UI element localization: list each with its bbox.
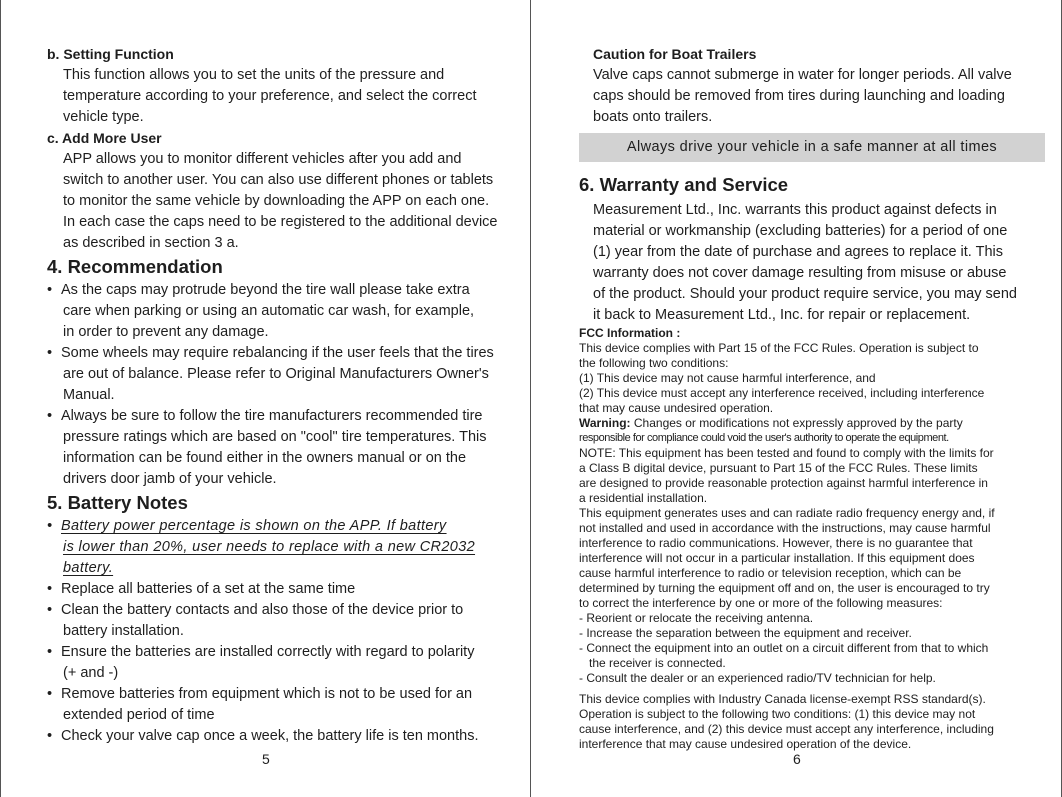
bullet-marker: • (47, 518, 53, 534)
section-heading (531, 170, 1061, 200)
text-line (531, 566, 1061, 581)
paragraph (531, 200, 1061, 326)
text-line (1, 343, 530, 364)
text-line (531, 722, 1061, 737)
text: Operation is subject to the following two conditions: (1) this device may not (579, 707, 976, 721)
text: Remove batteries from equipment which is not to be used for an (61, 686, 473, 702)
text: - Increase the separation between the equipment and receiver. (579, 626, 912, 640)
bullet-marker: • (47, 282, 53, 298)
text: NOTE: This equipment has been tested and found to comply with the limits for (579, 446, 994, 460)
text: (2) This device must accept any interference received, including interference (579, 386, 985, 400)
text-line: caps should be removed from tires during launching and loading (593, 88, 1005, 104)
text-line (531, 371, 1061, 386)
bullet-item (1, 343, 530, 406)
text-line (1, 663, 530, 684)
text-line: Valve caps cannot submerge in water for longer periods. All valve (593, 67, 1012, 83)
text: extended period of time (63, 707, 215, 723)
text-line (1, 385, 530, 406)
text: - Reorient or relocate the receiving antenna. (579, 611, 814, 625)
subheading-text: c. Add More User (47, 130, 162, 146)
text: that may cause undesired operation. (579, 401, 774, 415)
text: battery. (63, 560, 114, 576)
text-line: (1) year from the date of purchase and agrees to replace it. This (593, 244, 1003, 260)
bullet-marker: • (47, 581, 53, 597)
text: the receiver is connected. (579, 656, 726, 670)
text-line (531, 626, 1061, 641)
text-line: In each case the caps need to be registered to the additional device (63, 214, 498, 230)
text-line (1, 579, 530, 600)
text-line (531, 521, 1061, 536)
paragraph (531, 65, 1061, 128)
text-line (1, 684, 530, 705)
text-line: to monitor the same vehicle by downloading the APP on each one. (63, 193, 490, 209)
text: Always be sure to follow the tire manufacturers recommended tire (61, 408, 483, 424)
paragraph (531, 431, 1061, 446)
page-number: 5 (262, 751, 270, 767)
bold-lead: Warning: (579, 416, 631, 430)
bullet-item (1, 642, 530, 684)
text-line (1, 301, 530, 322)
text-line (531, 581, 1061, 596)
paragraph (1, 149, 530, 254)
text-line (1, 448, 530, 469)
text: not installed and used in accordance with the instructions, may cause harmful (579, 521, 991, 535)
text-line (531, 611, 1061, 626)
text-line (1, 322, 530, 343)
text-line: temperature according to your preference, and select the correct (63, 88, 477, 104)
bullet-item (1, 600, 530, 642)
text-line (531, 596, 1061, 611)
text-line (1, 558, 530, 579)
bullet-marker: • (47, 728, 53, 744)
text-line (531, 401, 1061, 416)
text: Ensure the batteries are installed correctly with regard to polarity (61, 644, 475, 660)
text-line: responsible for compliance could void the user's authority to operate the equipment. (579, 432, 949, 444)
paragraph (531, 692, 1061, 752)
text: Changes or modifications not expressly approved by the party (630, 416, 963, 430)
text: are designed to provide reasonable protection against harmful interference in (579, 476, 988, 490)
text-line (531, 641, 1061, 656)
text: the following two conditions: (579, 356, 729, 370)
text: Replace all batteries of a set at the same time (61, 581, 356, 597)
text: to correct the interference by one or more of the following measures: (579, 596, 943, 610)
text-line: boats onto trailers. (593, 109, 713, 125)
bullet-item (1, 280, 530, 343)
text-line (531, 536, 1061, 551)
text-line: of the product. Should your product require service, you may send (593, 286, 1017, 302)
text-line: as described in section 3 a. (63, 235, 239, 251)
text: cause interference, and (2) this device must accept any interference, including (579, 722, 994, 736)
section-heading (1, 254, 530, 280)
paragraph (531, 416, 1061, 431)
bullet-item (1, 406, 530, 490)
text: This device complies with Industry Canada license-exempt RSS standard(s). (579, 692, 986, 706)
bullet-marker: • (47, 644, 53, 660)
text-line (1, 406, 530, 427)
heading-text: 5. Battery Notes (47, 492, 188, 513)
subheading-text: Caution for Boat Trailers (593, 46, 757, 62)
text: pressure ratings which are based on "cool" tire temperatures. This (63, 429, 487, 445)
text: This device complies with Part 15 of the FCC Rules. Operation is subject to (579, 341, 979, 355)
text-line (531, 461, 1061, 476)
text-line (531, 671, 1061, 686)
text: determined by turning the equipment off and on, the user is encouraged to try (579, 581, 990, 595)
text-line (531, 551, 1061, 566)
text-line: Measurement Ltd., Inc. warrants this product against defects in (593, 202, 997, 218)
text: Some wheels may require rebalancing if the user feels that the tires (61, 345, 494, 361)
text: drivers door jamb of your vehicle. (63, 471, 277, 487)
page-right (531, 0, 1062, 797)
text: (+ and -) (63, 665, 119, 681)
text: interference to radio communications. However, there is no guarantee that (579, 536, 973, 550)
text: interference will not occur in a particular installation. If this equipment does (579, 551, 975, 565)
text: - Connect the equipment into an outlet on a circuit different from that to which (579, 641, 989, 655)
text-line (531, 692, 1061, 707)
page-content (1, 44, 530, 747)
bullet-item (1, 516, 530, 579)
text-line (1, 537, 530, 558)
text-line (531, 326, 1061, 341)
text-line (531, 476, 1061, 491)
text: - Consult the dealer or an experienced radio/TV technician for help. (579, 671, 936, 685)
page-number: 6 (793, 751, 801, 767)
text-line (531, 707, 1061, 722)
text-line: switch to another user. You can also use different phones or tablets (63, 172, 494, 188)
paragraph (531, 341, 1061, 416)
bullet-item (1, 684, 530, 726)
bold-lead: FCC Information : (579, 326, 681, 340)
text-line: vehicle type. (63, 109, 144, 125)
text-line (531, 656, 1061, 671)
text: battery installation. (63, 623, 184, 639)
text-line (531, 356, 1061, 371)
text-line: This function allows you to set the units of the pressure and (63, 67, 445, 83)
text: care when parking or using an automatic car wash, for example, (63, 303, 475, 319)
text: are out of balance. Please refer to Original Manufacturers Owner's (63, 366, 489, 382)
heading-text: 4. Recommendation (47, 256, 223, 277)
text-line: it back to Measurement Ltd., Inc. for repair or replacement. (593, 307, 971, 323)
paragraph (531, 446, 1061, 686)
bullet-item (1, 726, 530, 747)
text-line (1, 705, 530, 726)
text-line (531, 506, 1061, 521)
text: Manual. (63, 387, 115, 403)
text: (1) This device may not cause harmful interference, and (579, 371, 876, 385)
text-line (1, 427, 530, 448)
section-heading (1, 490, 530, 516)
text-line (1, 726, 530, 747)
bullet-marker: • (47, 345, 53, 361)
text: cause harmful interference to radio or television reception, which can be (579, 566, 962, 580)
bullet-item (1, 579, 530, 600)
text-line (1, 364, 530, 385)
text-line (531, 416, 1061, 431)
text-line (531, 491, 1061, 506)
subheading (531, 44, 1061, 65)
text-line (531, 386, 1061, 401)
bullet-marker: • (47, 686, 53, 702)
text-line: material or workmanship (excluding batteries) for a period of one (593, 223, 1008, 239)
heading-text: 6. Warranty and Service (579, 174, 789, 195)
text: Check your valve cap once a week, the battery life is ten months. (61, 728, 479, 744)
text-line (1, 280, 530, 301)
text-line (1, 621, 530, 642)
bullet-marker: • (47, 408, 53, 424)
paragraph (1, 65, 530, 128)
text-line: warranty does not cover damage resulting from misuse or abuse (593, 265, 1007, 281)
text-line (1, 642, 530, 663)
text-line (531, 737, 1061, 752)
text: Clean the battery contacts and also those of the device prior to (61, 602, 464, 618)
text: interference that may cause undesired operation of the device. (579, 737, 912, 751)
text-line (1, 469, 530, 490)
subheading (1, 128, 530, 149)
safety-banner (531, 133, 1061, 162)
text: As the caps may protrude beyond the tire wall please take extra (61, 282, 470, 298)
bullet-marker: • (47, 602, 53, 618)
text-line: APP allows you to monitor different vehicles after you add and (63, 151, 462, 167)
banner-text: Always drive your vehicle in a safe manner at all times (579, 133, 1045, 162)
text: a Class B digital device, pursuant to Part 15 of the FCC Rules. These limits (579, 461, 978, 475)
text: information can be found either in the owners manual or on the (63, 450, 467, 466)
text: Battery power percentage is shown on the APP. If battery (61, 518, 447, 534)
subheading-text: b. Setting Function (47, 46, 174, 62)
text: is lower than 20%, user needs to replace with a new CR2032 (63, 539, 476, 555)
text-line (531, 446, 1061, 461)
text: in order to prevent any damage. (63, 324, 269, 340)
text-line (531, 341, 1061, 356)
page-content (531, 44, 1061, 752)
text-line (1, 516, 530, 537)
paragraph (531, 326, 1061, 341)
subheading (1, 44, 530, 65)
text: This equipment generates uses and can radiate radio frequency energy and, if (579, 506, 995, 520)
text: a residential installation. (579, 491, 708, 505)
text-line (1, 600, 530, 621)
